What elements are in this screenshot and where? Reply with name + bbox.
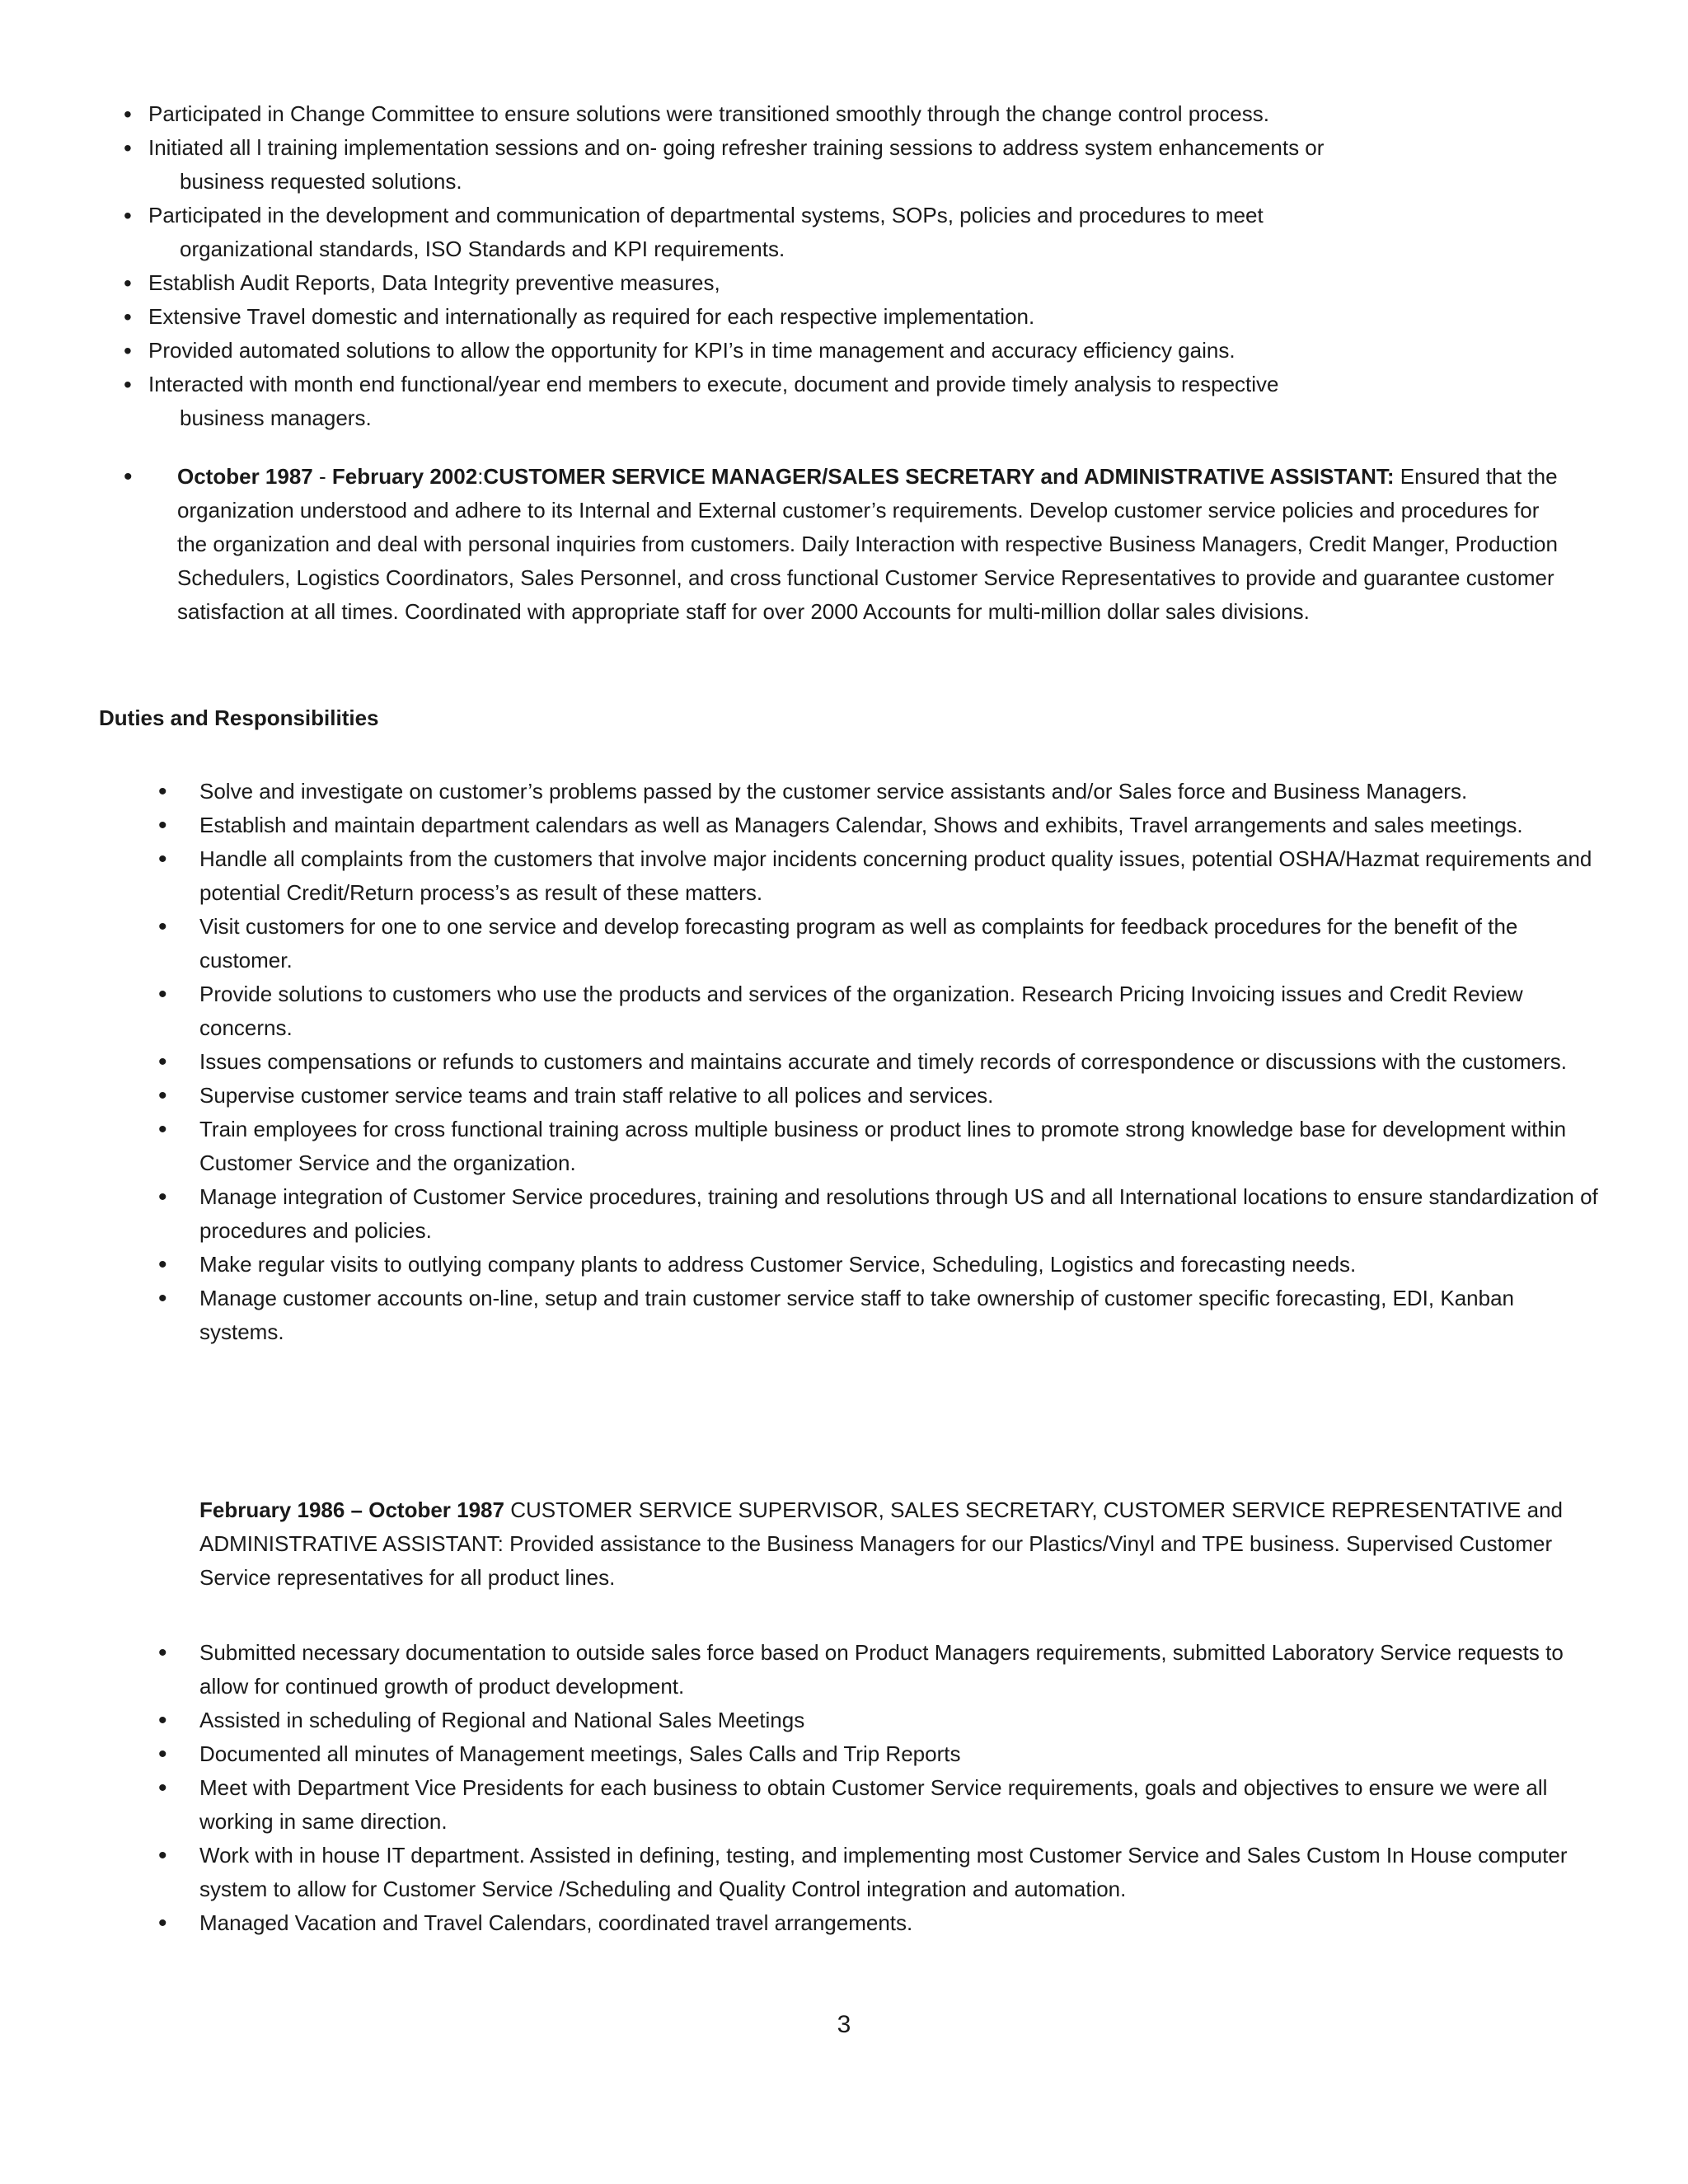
- job-description: Ensured that the organization understood and adhere to its Internal and External customer’s requirements. Develop customer service policies and procedures for the organization and deal with personal inquiries from customers. Daily Interaction with respective Business Managers, Credit Manger, Production Schedulers, Logistics Coordinators, Sales Personnel, and cross functional Customer Service Representatives to provide and guarantee customer satisfaction at all times. Coordinated with appropriate staff for over 2000 Accounts for multi-million dollar sales divisions.: [177, 464, 1558, 624]
- job-start-date: October 1987: [177, 464, 313, 489]
- job-dates: February 1986 – October 1987: [199, 1497, 504, 1522]
- list-item: • Submitted necessary documentation to outside sales force based on Product Managers requirements, submitted Laboratory Service requests to allow for continued growth of product development.: [148, 1636, 1599, 1704]
- list-item: • Meet with Department Vice Presidents for each business to obtain Customer Service requirements, goals and objectives to ensure we were all working in same direction.: [148, 1771, 1599, 1839]
- job-entry-1986-1987: [199, 1493, 1584, 1595]
- list-item: • Manage customer accounts on-line, setup and train customer service staff to take ownership of customer specific forecasting, EDI, Kanban systems.: [148, 1282, 1599, 1349]
- job-title: CUSTOMER SERVICE MANAGER/SALES SECRETARY and ADMINISTRATIVE ASSISTANT:: [483, 464, 1395, 489]
- list-item: • Participated in the development and communication of departmental systems, SOPs, policies and procedures to meet organizational standards, ISO Standards and KPI requirements.: [124, 199, 1574, 266]
- duties-list-2: [148, 1636, 1599, 1940]
- list-item: • Participated in Change Committee to ensure solutions were transitioned smoothly through the change control process.: [124, 97, 1574, 131]
- job-title-description: CUSTOMER SERVICE SUPERVISOR, SALES SECRETARY, CUSTOMER SERVICE REPRESENTATIVE and ADMINISTRATIVE ASSISTANT: Provided assistance to the Business Managers for our Plastics/Vinyl and TPE business. Supervised Customer Service representatives for all product lines.: [199, 1497, 1563, 1590]
- list-item: • Initiated all l training implementation sessions and on- going refresher training sessions to address system enhancements or business requested solutions.: [124, 131, 1574, 199]
- list-item: • Supervise customer service teams and train staff relative to all polices and services.: [148, 1079, 1599, 1113]
- list-item: • Train employees for cross functional training across multiple business or product lines to promote strong knowledge base for development within Customer Service and the organization.: [148, 1113, 1599, 1180]
- top-bullet-list: [124, 97, 1574, 435]
- duties-heading: Duties and Responsibilities: [99, 705, 379, 730]
- page-number: 3: [837, 2011, 851, 2038]
- list-item: • Establish Audit Reports, Data Integrity preventive measures,: [124, 266, 1574, 300]
- list-item: • Solve and investigate on customer’s problems passed by the customer service assistants and/or Sales force and Business Managers.: [148, 775, 1599, 808]
- list-item: • Handle all complaints from the customers that involve major incidents concerning product quality issues, potential OSHA/Hazmat requirements and potential Credit/Return process’s as result of these matters.: [148, 842, 1599, 910]
- list-item: • Work with in house IT department. Assisted in defining, testing, and implementing most Customer Service and Sales Custom In House computer system to allow for Customer Service /Scheduling and Quality Control integration and automation.: [148, 1839, 1599, 1906]
- list-item: • Managed Vacation and Travel Calendars, coordinated travel arrangements.: [148, 1906, 1599, 1940]
- list-item: • Manage integration of Customer Service procedures, training and resolutions through US and all International locations to ensure standardization of procedures and policies.: [148, 1180, 1599, 1248]
- list-item: • Issues compensations or refunds to customers and maintains accurate and timely records of correspondence or discussions with the customers.: [148, 1045, 1599, 1079]
- list-item: • Extensive Travel domestic and internationally as required for each respective implementation.: [124, 300, 1574, 334]
- job-entry-1987-2002: • October 1987 - February 2002:CUSTOMER SERVICE MANAGER/SALES SECRETARY and ADMINISTRATIVE ASSISTANT: Ensured that the organization understood and adhere to its Internal and External customer’s requirements. Develop customer service policies and procedures for the organization and deal with personal inquiries from customers. Daily Interaction with respective Business Managers, Credit Manger, Production Schedulers, Logistics Coordinators, Sales Personnel, and cross functional Customer Service Representatives to provide and guarantee customer satisfaction at all times. Coordinated with appropriate staff for over 2000 Accounts for multi-million dollar sales divisions.: [124, 460, 1574, 629]
- list-item: • Visit customers for one to one service and develop forecasting program as well as complaints for feedback procedures for the benefit of the customer.: [148, 910, 1599, 977]
- list-item: • Provided automated solutions to allow the opportunity for KPI’s in time management and accuracy efficiency gains.: [124, 334, 1574, 368]
- list-item: • Establish and maintain department calendars as well as Managers Calendar, Shows and exhibits, Travel arrangements and sales meetings.: [148, 808, 1599, 842]
- duties-list: [148, 775, 1599, 1349]
- list-item: • Assisted in scheduling of Regional and National Sales Meetings: [148, 1704, 1599, 1737]
- list-item: • Interacted with month end functional/year end members to execute, document and provide timely analysis to respective business managers.: [124, 368, 1574, 435]
- bullet-icon: •: [124, 463, 133, 490]
- list-item: • Make regular visits to outlying company plants to address Customer Service, Scheduling, Logistics and forecasting needs.: [148, 1248, 1599, 1282]
- list-item: • Documented all minutes of Management meetings, Sales Calls and Trip Reports: [148, 1737, 1599, 1771]
- job-end-date: February 2002: [331, 464, 478, 489]
- list-item: • Provide solutions to customers who use the products and services of the organization. Research Pricing Invoicing issues and Credit Review concerns.: [148, 977, 1599, 1045]
